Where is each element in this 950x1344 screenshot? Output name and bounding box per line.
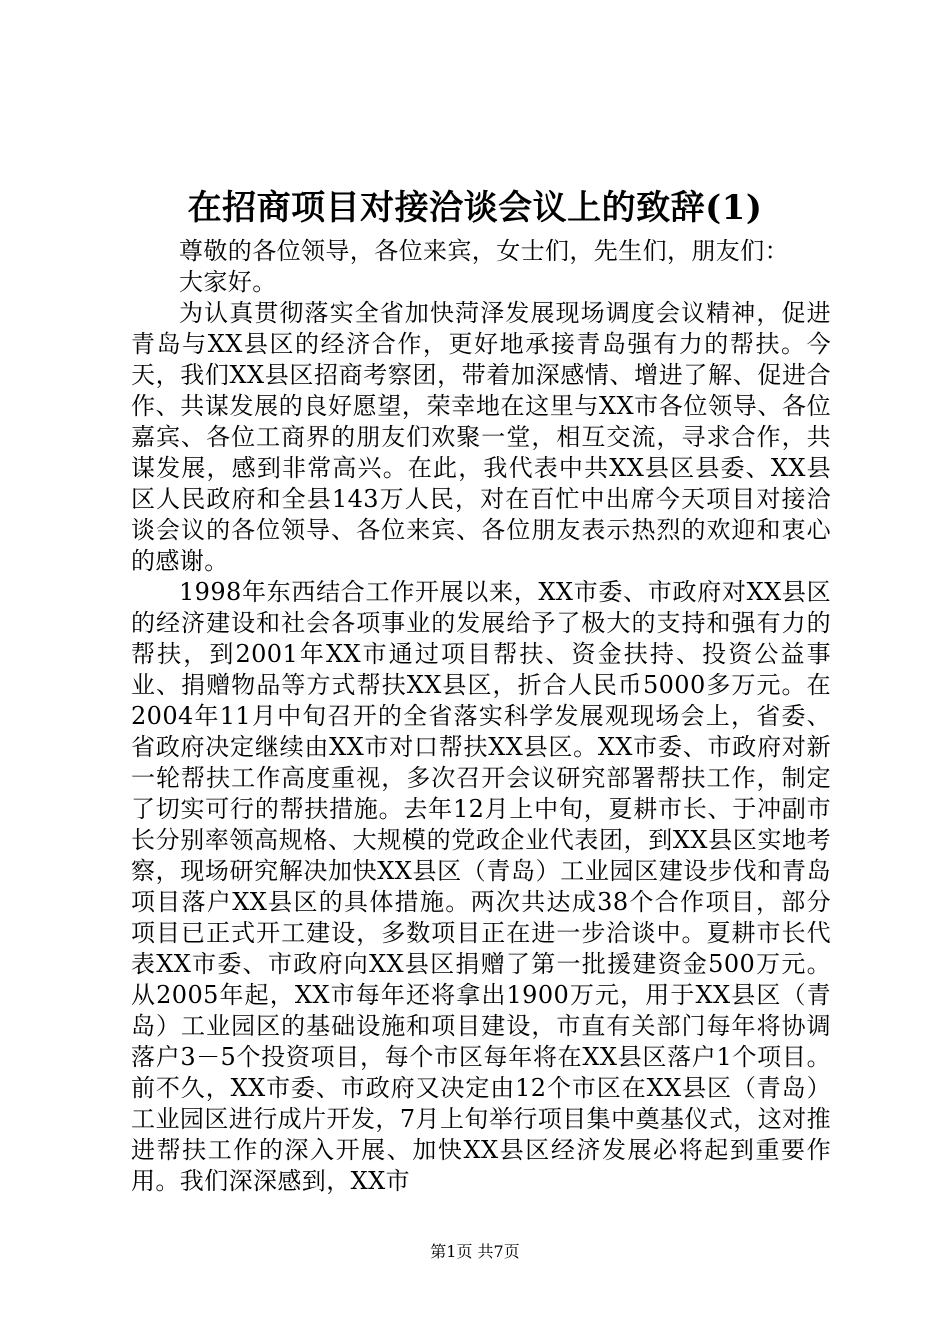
page-number-footer: 第1页 共7页	[430, 1242, 520, 1261]
body-paragraph-1: 为认真贯彻落实全省加快菏泽发展现场调度会议精神，促进青岛与XX县区的经济合作，更好地承接青岛强有力的帮扶。今天，我们XX县区招商考察团，带着加深感情、增进了解、促进合作、共谋发展的良好愿望，荣幸地在这里与XX市各位领导、各位嘉宾、各位工商界的朋友们欢聚一堂，相互交流，寻求合作，共谋发展，感到非常高兴。在此，我代表中共XX县区县委、XX县区人民政府和全县143万人民，对在百忙中出席今天项目对接洽谈会议的各位领导、各位来宾、各位朋友表示热烈的欢迎和衷心的感谢。	[131, 299, 831, 575]
body-paragraph-2: 1998年东西结合工作开展以来，XX市委、市政府对XX县区的经济建设和社会各项事业的发展给予了极大的支持和强有力的帮扶，到2001年XX市通过项目帮扶、资金扶持、投资公益事业、捐赠物品等方式帮扶XX县区，折合人民币5000多万元。在2004年11月中旬召开的全省落实科学发展观现场会上，省委、省政府决定继续由XX市对口帮扶XX县区。XX市委、市政府对新一轮帮扶工作高度重视，多次召开会议研究部署帮扶工作，制定了切实可行的帮扶措施。去年12月上中旬，夏耕市长、于冲副市长分别率领高规格、大规模的党政企业代表团，到XX县区实地考察，现场研究解决加快XX县区（青岛）工业园区建设步伐和青岛项目落户XX县区的具体措施。两次共达成38个合作项目，部分项目已正式开工建设，多数项目正在进一步洽谈中。夏耕市长代表XX市委、市政府向XX县区捐赠了第一批援建资金500万元。从2005年起，XX市每年还将拿出1900万元，用于XX县区（青岛）工业园区的基础设施和项目建设，市直有关部门每年将协调落户3－5个投资项目，每个市区每年将在XX县区落户1个项目。前不久，XX市委、市政府又决定由12个市区在XX县区（青岛）工业园区进行成片开发，7月上旬举行项目集中奠基仪式，这对推进帮扶工作的深入开展、加快XX县区经济发展必将起到重要作用。我们深深感到，XX市	[131, 578, 831, 1195]
document-title: 在招商项目对接洽谈会议上的致辞(1)	[187, 188, 763, 228]
salutation: 尊敬的各位领导，各位来宾，女士们，先生们，朋友们：	[179, 237, 789, 265]
document-body	[131, 236, 831, 1197]
greeting: 大家好。	[179, 268, 277, 296]
